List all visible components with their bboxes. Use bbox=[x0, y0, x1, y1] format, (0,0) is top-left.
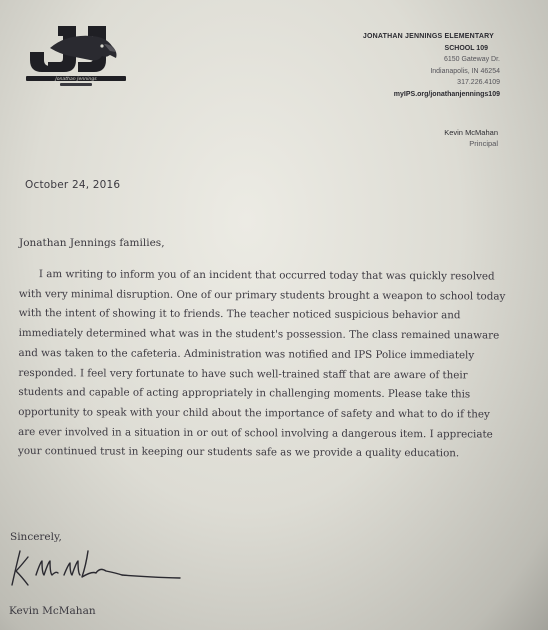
school-phone: 317.226.4109 bbox=[457, 79, 500, 87]
body-line: immediately determined what was in the student's possession. The class remained unaware bbox=[18, 327, 500, 342]
signature bbox=[6, 545, 186, 593]
letterhead bbox=[270, 31, 500, 101]
letter-closing: Sincerely, bbox=[10, 531, 62, 543]
school-number: SCHOOL 109 bbox=[444, 44, 488, 52]
school-name: JONATHAN JENNINGS ELEMENTARY bbox=[362, 33, 494, 40]
eagle-icon bbox=[50, 36, 117, 61]
principal-title: Principal bbox=[469, 139, 498, 148]
body-line: opportunity to speak with your child about the importance of safety and what to do if they bbox=[18, 405, 490, 421]
principal-block bbox=[444, 127, 498, 149]
school-website: myIPS.org/jonathanjennings109 bbox=[393, 90, 500, 98]
body-line: with the intent of showing it to friends. The teacher noticed suspicious behavior and bbox=[18, 307, 461, 322]
logo-subcaption-bar bbox=[60, 83, 92, 86]
body-line: with very minimal disruption. One of our primary students brought a weapon to school today bbox=[18, 287, 506, 303]
letter-signer: Kevin McMahan bbox=[9, 605, 96, 617]
principal-name: Kevin McMahan bbox=[444, 128, 498, 137]
school-city: Indianapolis, IN 46254 bbox=[430, 67, 500, 75]
body-line: are ever involved in a situation in or out of school involving a dangerous item. I appreciate bbox=[18, 425, 493, 441]
letter-body bbox=[18, 265, 539, 465]
body-line: your continued trust in keeping our students safe as we provide a quality education. bbox=[17, 445, 460, 460]
logo-caption: Jonathan Jennings bbox=[55, 77, 97, 83]
body-line: students and capable of acting appropriately in challenging moments. Please take this bbox=[18, 386, 471, 401]
letter-salutation: Jonathan Jennings families, bbox=[19, 237, 165, 249]
school-logo bbox=[20, 22, 132, 92]
body-line: and was taken to the cafeteria. Administration was notified and IPS Police immediately bbox=[18, 346, 475, 362]
body-line: responded. I feel very fortunate to have such well-trained staff that are aware of their bbox=[18, 366, 468, 381]
school-address: 6150 Gateway Dr. bbox=[443, 56, 500, 64]
letter-date: October 24, 2016 bbox=[25, 179, 121, 191]
body-line: I am writing to inform you of an incident that occurred today that was quickly resolved bbox=[38, 268, 495, 283]
